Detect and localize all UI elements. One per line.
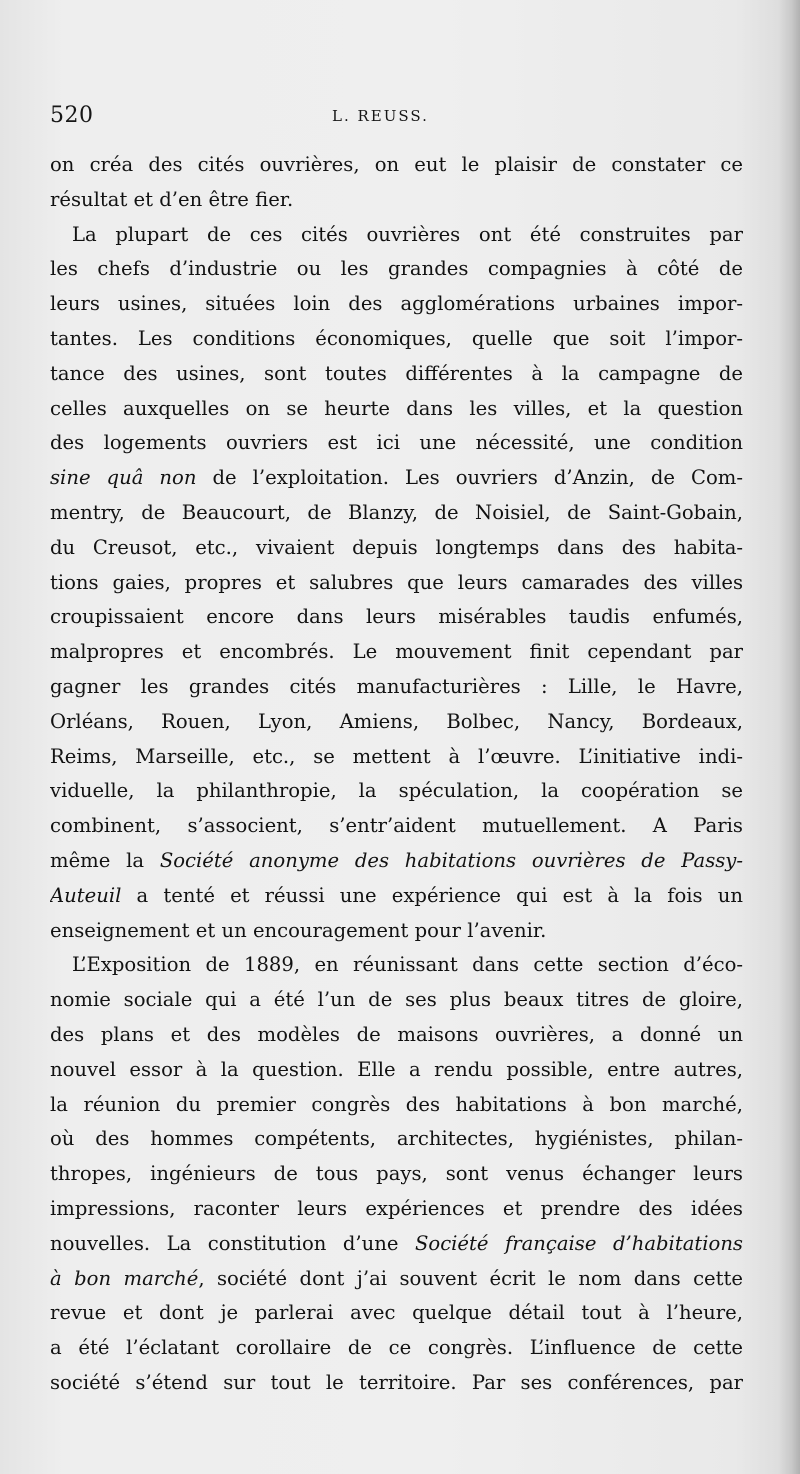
text-line: mentry, de Beaucourt, de Blanzy, de Noisiel, de Saint-Gobain, — [50, 500, 743, 524]
text-line: même la Société anonyme des habitations ouvrières de Passy- — [50, 848, 743, 872]
text-line: viduelle, la philanthropie, la spéculation, la coopération se — [50, 779, 743, 803]
text-line: la réunion du premier congrès des habitations à bon marché, — [50, 1092, 743, 1116]
text-line: Reims, Marseille, etc., se mettent à l’œuvre. L’initiative indi- — [50, 744, 743, 768]
text-line: croupissaient encore dans leurs misérables taudis enfumés, — [50, 605, 743, 629]
text-line: revue et dont je parlerai avec quelque détail tout à l’heure, — [50, 1301, 743, 1325]
page-number: 520 — [50, 103, 94, 128]
text-line: nouvelles. La constitution d’une Société française d’habitations — [50, 1231, 743, 1255]
text-line: tantes. Les conditions économiques, quelle que soit l’impor- — [50, 326, 743, 350]
text-line: sine quâ non de l’exploitation. Les ouvriers d’Anzin, de Com- — [50, 466, 743, 490]
text-line: a été l’éclatant corollaire de ce congrès. L’influence de cette — [50, 1336, 743, 1360]
text-line: à bon marché, société dont j’ai souvent écrit le nom dans cette — [50, 1266, 743, 1290]
text-line: nouvel essor à la question. Elle a rendu possible, entre autres, — [50, 1057, 743, 1081]
text-line: tance des usines, sont toutes différentes à la campagne de — [50, 361, 743, 385]
text-line: nomie sociale qui a été l’un de ses plus beaux titres de gloire, — [50, 988, 743, 1012]
text-line: Orléans, Rouen, Lyon, Amiens, Bolbec, Nancy, Bordeaux, — [50, 709, 743, 733]
text-line: malpropres et encombrés. Le mouvement finit cependant par — [50, 640, 743, 664]
text-line: L’Exposition de 1889, en réunissant dans cette section d’éco- — [72, 953, 743, 977]
text-line: des plans et des modèles de maisons ouvrières, a donné un — [50, 1022, 743, 1046]
text-line: des logements ouvriers est ici une nécessité, une condition — [50, 431, 743, 455]
text-line: société s’étend sur tout le territoire. Par ses conférences, par — [50, 1370, 743, 1394]
text-line: La plupart de ces cités ouvrières ont été construites par — [72, 222, 743, 246]
text-line: thropes, ingénieurs de tous pays, sont venus échanger leurs — [50, 1162, 743, 1186]
text-line: résultat et d’en être fier. — [50, 187, 294, 211]
text-line: du Creusot, etc., vivaient depuis longtemps dans des habita- — [50, 535, 743, 559]
text-line: leurs usines, situées loin des agglomérations urbaines impor- — [50, 292, 743, 316]
running-head — [50, 103, 740, 133]
text-line: enseignement et un encouragement pour l’avenir. — [50, 918, 547, 942]
text-line: Auteuil a tenté et réussi une expérience qui est à la fois un — [50, 883, 743, 907]
text-line: tions gaies, propres et salubres que leurs camarades des villes — [50, 570, 743, 594]
text-line: gagner les grandes cités manufacturières : Lille, le Havre, — [50, 674, 743, 698]
body-text — [50, 148, 743, 1401]
text-line: combinent, s’associent, s’entr’aident mutuellement. A Paris — [50, 814, 743, 838]
text-line: celles auxquelles on se heurte dans les villes, et la question — [50, 396, 743, 420]
page-gutter-shadow — [778, 0, 800, 1474]
header-author: L. REUSS. — [332, 107, 429, 125]
text-line: on créa des cités ouvrières, on eut le plaisir de constater ce — [50, 153, 743, 176]
text-line: impressions, raconter leurs expériences et prendre des idées — [50, 1196, 743, 1220]
text-line: les chefs d’industrie ou les grandes compagnies à côté de — [50, 257, 743, 281]
text-line: où des hommes compétents, architectes, hygiénistes, philan- — [50, 1127, 743, 1151]
